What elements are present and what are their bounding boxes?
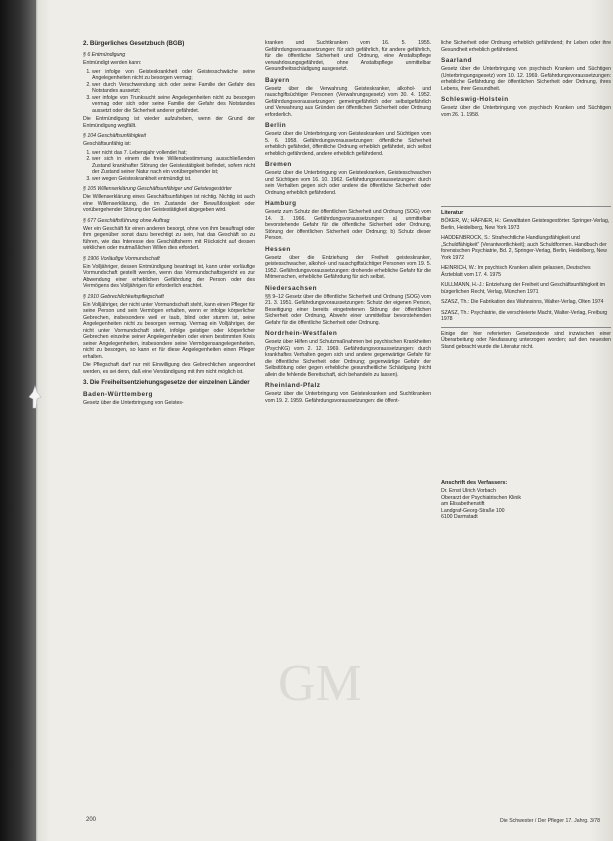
- divider: [441, 327, 611, 328]
- column-2: [265, 40, 431, 406]
- literature-entry: SZASZ, Th.: Die Fabrikation des Wahnsinns, Walter-Verlag, Olten 1974: [441, 299, 604, 305]
- column-1: [83, 40, 255, 409]
- spacer: [441, 352, 611, 480]
- paragraph-intro: Entmündigt werden kann:: [83, 60, 142, 66]
- address-line: Landgraf-Georg-Straße 100: [441, 507, 505, 514]
- state-heading: Niedersachsen: [265, 284, 317, 292]
- address-line: am Elisabethenstift: [441, 501, 485, 507]
- margin-mark-icon: [28, 384, 42, 410]
- literature-entry: KULLMANN, H.-J.: Entziehung der Freiheit und Geschäftsunfähigkeit im bürgerlichen Recht, Verlag, München 1971: [441, 282, 606, 295]
- state-text: Gesetz über die Unterbringung von psychisch Kranken und Süchtigen vom 26. 1. 1958.: [441, 105, 611, 118]
- state-heading: Bayern: [265, 76, 290, 84]
- state-text: §§ 9–12 Gesetz über die öffentliche Sicherheit und Ordnung (SOG) vom 21. 3. 1951. Gefährdungsvoraussetzungen: Schutz der eigenen Person, Beseitigung einer bereits eingetretenen Störung der öffentlichen Sicherheit oder Ordnung, Abwehr einer unmittelbar bevorstehenden Gefahr für die öffentliche Sicherheit oder Ordnung.: [265, 293, 431, 326]
- state-heading: Berlin: [265, 122, 287, 129]
- numbered-list: [83, 150, 255, 183]
- state-text: Gesetz über die Unterbringung von Geisteskranken und Süchtigen vom 5. 6. 1958. Gefährdungsvoraussetzungen: öffentliche Sicherheit erheblich gefährdet, öffentliche Ordnung erheblich gefährdet, sich selbst erheblich gefährdend, andere erheblich gefährdend.: [265, 131, 431, 157]
- spacer: [441, 120, 611, 202]
- state-heading: Nordrhein-Westfalen: [265, 330, 338, 337]
- literature-entry: HADDENBROCK, S.: Strafrechtliche Handlungsfähigkeit und „Schuldfähigkeit“ (Verantwortlichkeit); auch Schuldformen. Handbuch der forensischen Psychiatrie, Bd. 2, Springer-Verlag, Berlin, Heidelberg, New York 1972: [441, 235, 607, 261]
- state-heading: Hamburg: [265, 200, 297, 207]
- binding-shadow: [0, 0, 36, 841]
- paragraph-text: Die Willenserklärung eines Geschäftsunfähigen ist nichtig. Nichtig ist auch eine Willenserklärung, die im Zustande der Bewußtlosigkeit oder vorübergehender Störung der Geistestätigkeit abgegeben wird.: [83, 194, 255, 213]
- state-heading: Rheinland-Pfalz: [265, 382, 321, 389]
- state-text: Gesetz über die Verwahrung Geisteskranker, alkohol- und rauschgiftsüchtiger Personen (Verwahrungsgesetz) vom 30. 4. 1952. Gefährdungsvoraussetzungen: gemeingefährlich oder selbstgefährlich und Verwahrung aus Gründen der öffentlichen Sicherheit oder Ordnung erforderlich.: [265, 85, 431, 118]
- paragraph-title: § 677 Geschäftsführung ohne Auftrag: [83, 217, 170, 224]
- paragraph-text: Ein Volljähriger, dessen Entmündigung beantragt ist, kann unter vorläufige Vormundschaft gestellt werden, wenn das Vormundschaftsgericht es zur Abwendung einer erheblichen Gefährdung der Person oder des Vermögens des Volljährigen für erforderlich erachtet.: [83, 263, 255, 289]
- paragraph-text: Die Entmündigung ist wieder aufzuheben, wenn der Grund der Entmündigung wegfällt.: [83, 116, 255, 129]
- paragraph-text: Wer ein Geschäft für einen anderen besorgt, ohne von ihm beauftragt oder ihm gegenüber sonst dazu berechtigt zu sein, hat das Geschäft so zu führen, wie das Interesse des Geschäftsherrn mit Rücksicht auf dessen wirklichen oder mutmaßlichen Willen dies erfordert.: [83, 225, 255, 251]
- numbered-list: [83, 69, 255, 115]
- paragraph-title: § 105 Willenserklärung Geschäftsunfähiger und Geistesgestörter: [83, 186, 232, 192]
- state-heading: Schleswig-Holstein: [441, 96, 509, 103]
- editorial-note: Einige der hier referierten Gesetzestexte sind inzwischen einer Überarbeitung oder Neufassung unterzogen worden; auf den neuesten Stand gebracht wurde die Literatur nicht.: [441, 330, 611, 350]
- paragraph-title: § 1906 Vorläufige Vormundschaft: [83, 255, 160, 262]
- address-line: 6100 Darmstadt: [441, 514, 478, 520]
- paragraph-text: Die Pflegschaft darf nur mit Einwilligung des Gebrechlichen angeordnet werden, es sei denn, daß eine Verständigung mit ihm nicht möglich ist.: [83, 362, 255, 375]
- list-item: 3. wer infolge von Trunksucht seine Angelegenheiten nicht zu besorgen vermag oder sich oder seine Familie der Gefahr des Notstandes aussetzt oder die Sicherheit anderer gefährdet.: [92, 95, 255, 115]
- list-item: 2. wer sich in einem die freie Willensbestimmung ausschließenden Zustand krankhafter Störung der Geistestätigkeit befindet, sofern nicht der Zustand seiner Natur nach ein vorübergehender ist;: [92, 156, 255, 176]
- state-heading: Saarland: [441, 57, 472, 64]
- paragraph-title: § 104 Geschäftsunfähigkeit: [83, 133, 146, 139]
- paragraph-title: § 6 Entmündigung: [83, 52, 126, 58]
- address-line: Oberarzt der Psychiatrischen Klinik: [441, 494, 521, 501]
- section-heading-laws: 3. Die Freiheitsentziehungsgesetze der einzelnen Länder: [83, 379, 250, 386]
- state-text: Gesetz über die Entziehung der Freiheit geisteskranker, geistesschwacher, alkohol- und rauschgiftsüchtiger Personen vom 19. 5. 1952. Gefährdungsvoraussetzungen: drohende erhebliche Gefahr für die Mitmenschen, erhebliche Gefährdung für sich selbst.: [265, 254, 431, 280]
- section-heading-bgb: 2. Bürgerliches Gesetzbuch (BGB): [83, 40, 185, 47]
- literature-entry: HEINRICH, W.: Im psychisch Kranken allein gelassen, Deutsches Ärzteblatt vom 17. 4. 1975: [441, 265, 591, 278]
- address-line: Dr. Ernst Ulrich Vorbach: [441, 488, 496, 494]
- journal-footer: Die Schwester / Der Pfleger 17. Jahrg. 3/78: [500, 818, 601, 824]
- state-text: Gesetz über die Unterbringung von Geisteskranken und Suchtkranken vom 19. 2. 1959. Gefährdungsvoraussetzungen: die öffent-: [265, 391, 431, 404]
- paragraph-text: Ein Volljähriger, der nicht unter Vormundschaft steht, kann einen Pfleger für seine Person und sein Vermögen erhalten, wenn er infolge körperlicher Gebrechen, insbesondere weil er taub, blind oder stumm ist, seine Angelegenheiten nicht zu besorgen vermag. Vermag ein Volljähriger, der nicht unter Vormundschaft steht, infolge geistiger oder körperlicher Gebrechen einzelne seiner Angelegenheiten oder einen bestimmten Kreis seiner Angelegenheiten, insbesondere seine Vermögensangelegenheiten, nicht zu besorgen, so kann er für diese Angelegenheiten einen Pfleger erhalten.: [83, 301, 255, 360]
- address-title: Anschrift des Verfassers:: [441, 480, 508, 486]
- state-text: Gesetz über die Unterbringung von psychisch Kranken und Süchtigen (Unterbringungsgesetz) vom 10. 12. 1969. Gefährdungsvoraussetzungen: erhebliche Gefährdung der öffentlichen Sicherheit oder Ordnung, ihres Lebens, ihrer Gesundheit.: [441, 66, 611, 92]
- continued-text: liche Sicherheit oder Ordnung erheblich gefährdend; ihr Leben oder ihre Gesundheit erheblich gefährdend.: [441, 40, 611, 53]
- watermark-stamp: [268, 640, 468, 750]
- list-item: 1. wer infolge von Geisteskrankheit oder Geistesschwäche seine Angelegenheiten nicht zu besorgen vermag;: [92, 69, 255, 82]
- state-heading: Bremen: [265, 161, 292, 168]
- state-text: Gesetz über die Unterbringung von Geistes-: [83, 400, 184, 406]
- column-3: [441, 40, 611, 521]
- list-item: 2. wer durch Verschwendung sich oder seine Familie der Gefahr des Notstandes aussetzt;: [92, 82, 255, 95]
- literature-entry: SZASZ, Th.: Psychiatrie, die verschleierte Macht, Walter-Verlag, Freiburg 1978: [441, 309, 608, 322]
- divider: [441, 206, 611, 207]
- svg-text:GM: GM: [278, 655, 362, 712]
- author-address: [441, 480, 611, 521]
- page-number: 200: [86, 817, 97, 823]
- list-item: 1. wer nicht das 7. Lebensjahr vollendet hat;: [92, 150, 255, 157]
- continued-text: kranken und Suchtkranken vom 16. 5. 1955. Gefährdungsvoraussetzungen: für sich gefährlich, für andere gefährlich, für die öffentliche Sicherheit und Ordnung, eine Anstaltspflege verwahrlosungsgefährdet, ohne Anstaltspflege unmittelbar Gesundheitsschädigung ausgesetzt.: [265, 40, 431, 72]
- paragraph-intro: Geschäftsunfähig ist:: [83, 141, 131, 147]
- paragraph-title: § 1910 Gebrechlichkeitspflegschaft: [83, 293, 164, 300]
- literature-title: Literatur: [441, 210, 464, 216]
- list-item: 3. wer wegen Geisteskrankheit entmündigt ist.: [92, 176, 255, 183]
- state-heading: Baden-Württemberg: [83, 391, 153, 398]
- state-text: Gesetz zum Schutz der öffentlichen Sicherheit und Ordnung (SOG) vom 14. 3. 1966. Gefährdungsvoraussetzungen: a) unmittelbar bevorstehende Gefahr für die öffentliche Sicherheit oder Ordnung, Störung der öffentlichen Sicherheit oder Ordnung; b) Schutz dieser Person.: [265, 209, 431, 241]
- state-heading: Hessen: [265, 245, 291, 253]
- state-text: Gesetz über die Unterbringung von Geisteskranken, Geistesschwachen und Süchtigen vom 16. 10. 1962. Gefährdungsvoraussetzungen: durch sein Verhalten gegen sich oder andere die öffentliche Sicherheit oder Ordnung erheblich gefährdend.: [265, 170, 431, 196]
- state-text: Gesetz über Hilfen und Schutzmaßnahmen bei psychischen Krankheiten (PsychKG) vom 2. 12. 1969. Gefährdungsvoraussetzungen: durch krankhaftes Verhalten gegen sich und andere gegenwärtige Gefahr für die öffentliche Sicherheit oder Ordnung; gegenwärtige Gefahr der Selbsttötung oder gegen erhebliche gesundheitliche Schädigung (nicht allein die fehlende Bereitschaft, sich behandeln zu lassen).: [265, 339, 431, 378]
- literature-list: [441, 218, 611, 323]
- literature-entry: BÖKER, W.; HÄFNER, H.: Gewalttaten Geistesgestörter. Springer-Verlag, Berlin, Heidelberg, New York 1973: [441, 218, 610, 231]
